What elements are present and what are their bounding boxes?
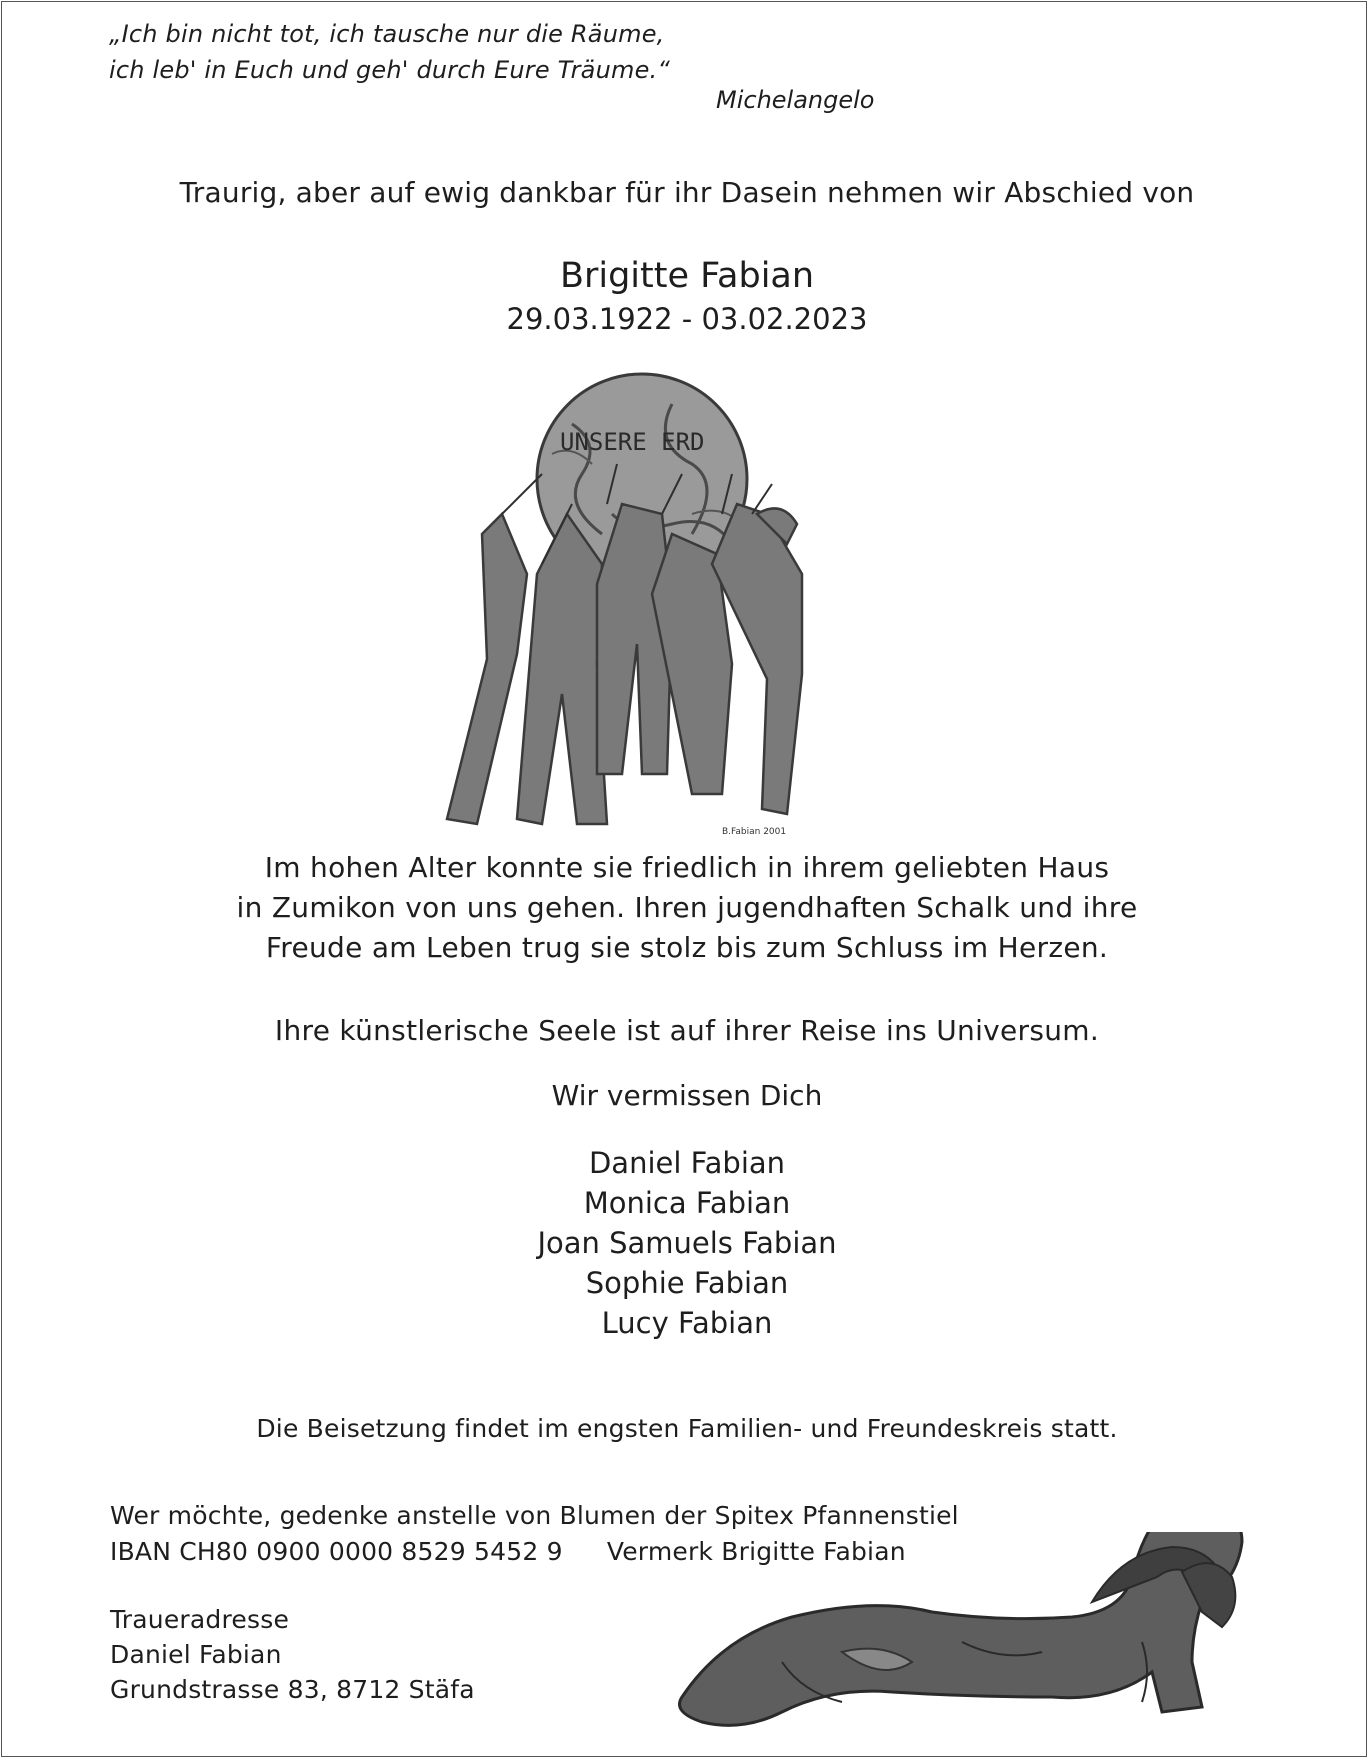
globe-people-illustration <box>422 364 852 844</box>
iban: IBAN CH80 0900 0000 8529 5452 9 <box>110 1537 563 1566</box>
artist-signature: B.Fabian 2001 <box>722 827 787 837</box>
family-member: Daniel Fabian <box>588 1146 786 1180</box>
quote-line-1: „Ich bin nicht tot, ich tausche nur die Räume, <box>109 20 665 48</box>
donation-line: Wer möchte, gedenke anstelle von Blumen der Spitex Pfannenstiel <box>110 1501 959 1530</box>
address-street: Grundstrasse 83, 8712 Stäfa <box>110 1675 475 1704</box>
memorial-line-3: Freude am Leben trug sie stolz bis zum Schluss im Herzen. <box>265 931 1109 964</box>
quote-line-2: ich leb' in Euch und geh' durch Eure Träume.“ <box>109 56 671 84</box>
memorial-line-1: Im hohen Alter konnte sie friedlich in ihrem geliebten Haus <box>264 851 1110 884</box>
address-name: Daniel Fabian <box>110 1640 282 1669</box>
life-dates: 29.03.1922 - 03.02.2023 <box>506 302 868 336</box>
obituary-card <box>1 1 1367 1757</box>
memorial-paragraph <box>2 848 1370 968</box>
family-member: Lucy Fabian <box>601 1306 773 1340</box>
family-member: Sophie Fabian <box>585 1266 789 1300</box>
family-member: Joan Samuels Fabian <box>537 1226 837 1260</box>
soul-sentence: Ihre künstlerische Seele ist auf ihrer Reise ins Universum. <box>274 1014 1100 1047</box>
intro-text: Traurig, aber auf ewig dankbar für ihr Dasein nehmen wir Abschied von <box>179 176 1195 209</box>
quote <box>109 16 670 88</box>
globe-text: UNSERE ERD <box>560 428 705 456</box>
memorial-line-2: in Zumikon von uns gehen. Ihren jugendhaften Schalk und ihre <box>236 891 1138 924</box>
group-of-people <box>447 504 802 824</box>
family-list <box>2 1143 1370 1343</box>
quote-author: Michelangelo <box>716 86 875 114</box>
family-member: Monica Fabian <box>583 1186 791 1220</box>
mourning-address <box>110 1602 475 1707</box>
dog-illustration <box>662 1532 1282 1757</box>
deceased-name: Brigitte Fabian <box>559 256 815 296</box>
payment-reference: Vermerk Brigitte Fabian <box>606 1537 906 1566</box>
burial-notice: Die Beisetzung findet im engsten Familien- und Freundeskreis statt. <box>256 1414 1118 1443</box>
address-label: Traueradresse <box>110 1605 290 1634</box>
miss-you-text: Wir vermissen Dich <box>551 1079 823 1112</box>
